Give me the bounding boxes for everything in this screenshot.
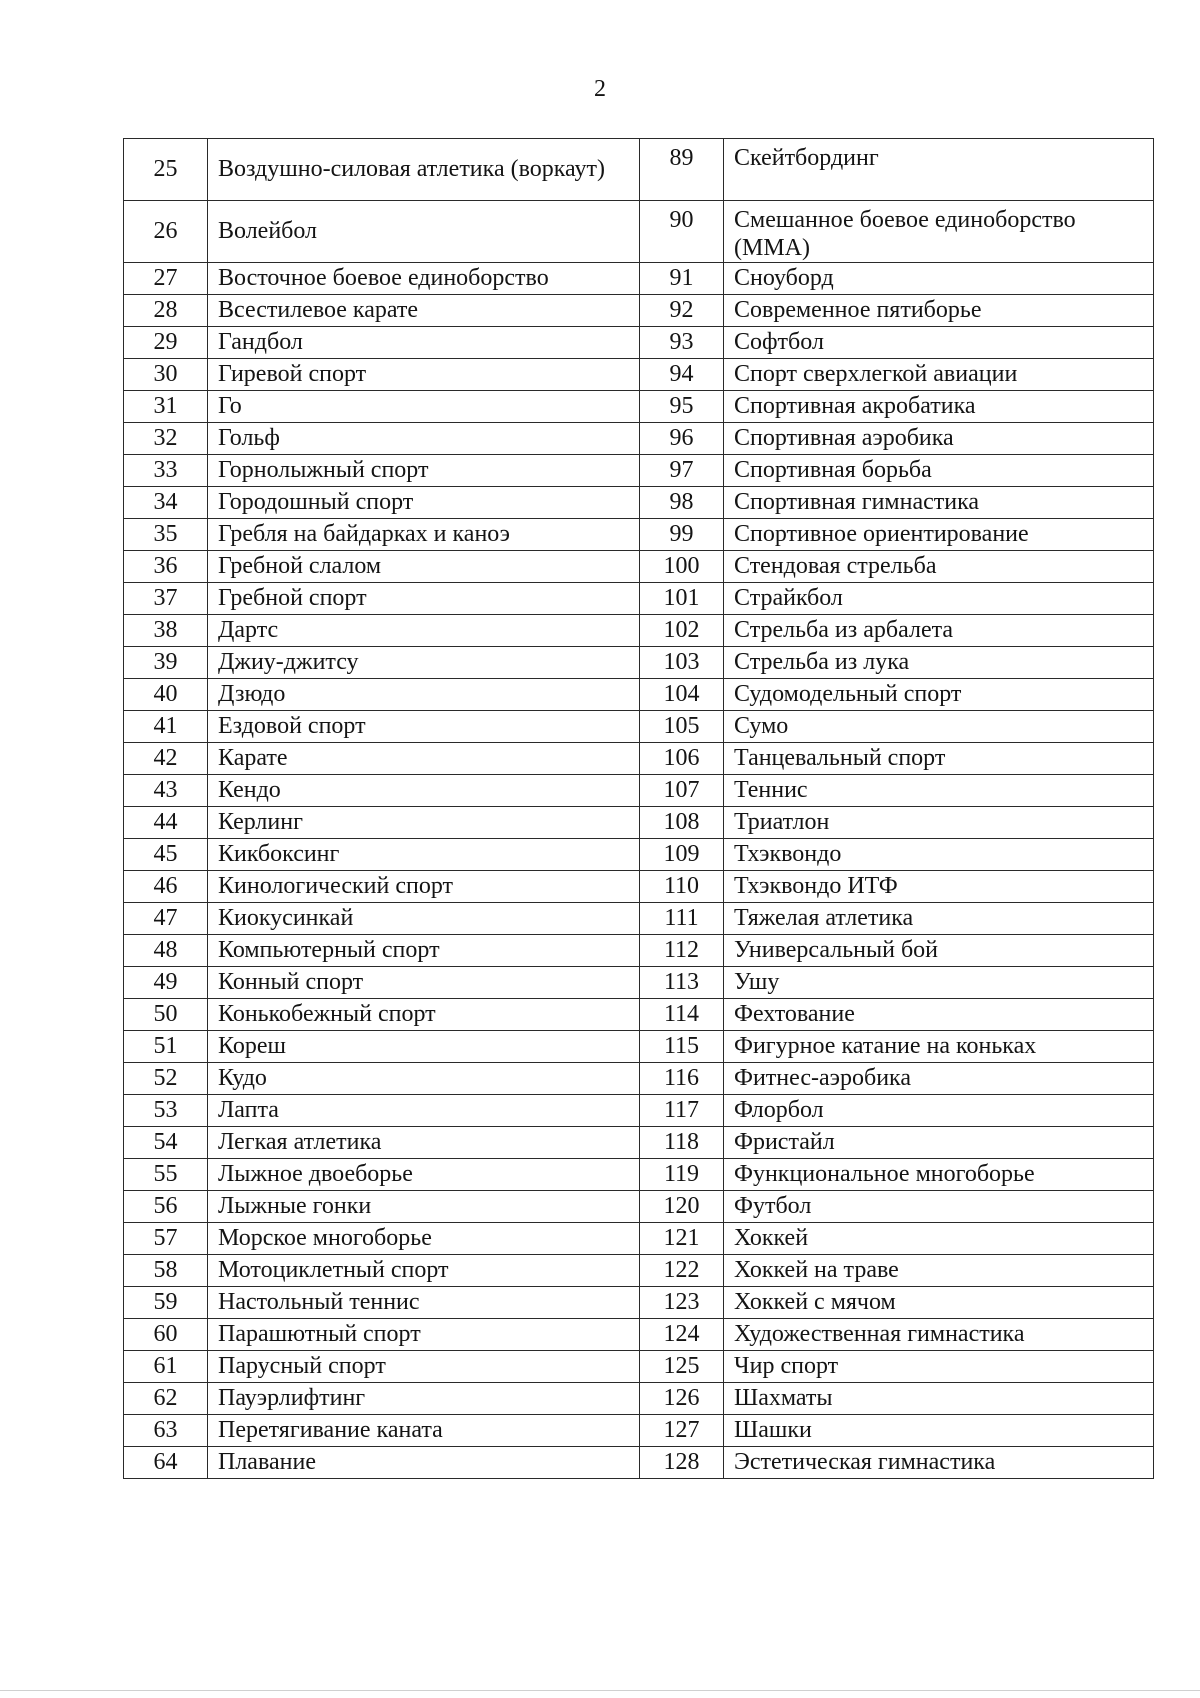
sport-number-right: 101: [640, 583, 724, 615]
sport-number-right: 124: [640, 1319, 724, 1351]
sport-name-right: Скейтбординг: [724, 139, 1154, 201]
sport-name-left: Лапта: [208, 1095, 640, 1127]
sport-number-right: 91: [640, 263, 724, 295]
sport-number-right: 113: [640, 967, 724, 999]
sport-number-right: 114: [640, 999, 724, 1031]
sport-number-right: 102: [640, 615, 724, 647]
sport-name-right: Фристайл: [724, 1127, 1154, 1159]
sport-name-right: Шашки: [724, 1415, 1154, 1447]
sport-name-right: Спортивная гимнастика: [724, 487, 1154, 519]
sport-number-left: 49: [124, 967, 208, 999]
sport-number-left: 58: [124, 1255, 208, 1287]
table-row: [124, 1063, 1154, 1095]
table-row: [124, 967, 1154, 999]
table-row: [124, 903, 1154, 935]
sport-name-left: Гандбол: [208, 327, 640, 359]
sport-name-left: Парашютный спорт: [208, 1319, 640, 1351]
sport-name-left: Волейбол: [208, 201, 640, 263]
sport-number-left: 40: [124, 679, 208, 711]
table-row: [124, 999, 1154, 1031]
table-row: [124, 775, 1154, 807]
table-row: [124, 551, 1154, 583]
table-row: [124, 583, 1154, 615]
sport-name-left: Дзюдо: [208, 679, 640, 711]
sport-name-left: Кореш: [208, 1031, 640, 1063]
sport-number-right: 111: [640, 903, 724, 935]
sport-number-right: 96: [640, 423, 724, 455]
table-row: [124, 679, 1154, 711]
sport-number-left: 53: [124, 1095, 208, 1127]
sport-name-right: Стрельба из арбалета: [724, 615, 1154, 647]
sport-name-right: Спорт сверхлегкой авиации: [724, 359, 1154, 391]
sport-name-right: Спортивная борьба: [724, 455, 1154, 487]
sport-number-right: 92: [640, 295, 724, 327]
sport-name-left: Восточное боевое единоборство: [208, 263, 640, 295]
sport-name-left: Настольный теннис: [208, 1287, 640, 1319]
sport-name-right: Хоккей с мячом: [724, 1287, 1154, 1319]
sport-number-left: 45: [124, 839, 208, 871]
table-row: [124, 711, 1154, 743]
sport-number-left: 44: [124, 807, 208, 839]
sport-name-left: Керлинг: [208, 807, 640, 839]
sport-name-right: Стрельба из лука: [724, 647, 1154, 679]
table-row: [124, 139, 1154, 201]
sport-number-left: 32: [124, 423, 208, 455]
sport-number-right: 117: [640, 1095, 724, 1127]
sport-number-right: 107: [640, 775, 724, 807]
sport-number-right: 94: [640, 359, 724, 391]
sport-number-right: 106: [640, 743, 724, 775]
sport-name-right: Хоккей на траве: [724, 1255, 1154, 1287]
sport-name-right: Универсальный бой: [724, 935, 1154, 967]
table-row: [124, 839, 1154, 871]
sport-name-left: Морское многоборье: [208, 1223, 640, 1255]
sport-name-right: Художественная гимнастика: [724, 1319, 1154, 1351]
sport-name-right: Сноуборд: [724, 263, 1154, 295]
sport-number-left: 31: [124, 391, 208, 423]
sport-number-right: 108: [640, 807, 724, 839]
table-row: [124, 263, 1154, 295]
sport-number-right: 118: [640, 1127, 724, 1159]
table-row: [124, 455, 1154, 487]
sport-name-left: Киокусинкай: [208, 903, 640, 935]
table-row: [124, 1031, 1154, 1063]
sport-number-left: 26: [124, 201, 208, 263]
table-row: [124, 487, 1154, 519]
table-row: [124, 519, 1154, 551]
sport-name-right: Танцевальный спорт: [724, 743, 1154, 775]
sport-name-left: Дартс: [208, 615, 640, 647]
sport-number-left: 36: [124, 551, 208, 583]
sport-name-left: Перетягивание каната: [208, 1415, 640, 1447]
sport-number-left: 57: [124, 1223, 208, 1255]
sport-number-left: 29: [124, 327, 208, 359]
sport-name-left: Гребной спорт: [208, 583, 640, 615]
sport-number-left: 25: [124, 139, 208, 201]
sport-name-right: Чир спорт: [724, 1351, 1154, 1383]
sport-name-left: Гребля на байдарках и каноэ: [208, 519, 640, 551]
sport-number-left: 42: [124, 743, 208, 775]
sport-name-right: Смешанное боевое единоборство (ММА): [724, 201, 1154, 263]
sports-table-body: [124, 139, 1154, 1479]
sport-number-left: 43: [124, 775, 208, 807]
sport-name-left: Кикбоксинг: [208, 839, 640, 871]
sport-number-left: 47: [124, 903, 208, 935]
sport-number-left: 59: [124, 1287, 208, 1319]
sport-name-right: Спортивное ориентирование: [724, 519, 1154, 551]
table-row: [124, 423, 1154, 455]
page-number: 2: [594, 76, 606, 102]
sport-name-right: Фехтование: [724, 999, 1154, 1031]
sport-name-right: Ушу: [724, 967, 1154, 999]
sport-number-left: 62: [124, 1383, 208, 1415]
sport-name-right: Тхэквондо: [724, 839, 1154, 871]
table-row: [124, 615, 1154, 647]
sport-name-left: Мотоциклетный спорт: [208, 1255, 640, 1287]
sport-name-left: Пауэрлифтинг: [208, 1383, 640, 1415]
sport-name-left: Гиревой спорт: [208, 359, 640, 391]
table-row: [124, 1383, 1154, 1415]
sport-name-right: Стендовая стрельба: [724, 551, 1154, 583]
sport-number-right: 99: [640, 519, 724, 551]
sport-number-left: 30: [124, 359, 208, 391]
sport-name-right: Теннис: [724, 775, 1154, 807]
sport-number-left: 64: [124, 1447, 208, 1479]
sport-name-left: Кинологический спорт: [208, 871, 640, 903]
sport-name-left: Кудо: [208, 1063, 640, 1095]
sport-name-left: Конькобежный спорт: [208, 999, 640, 1031]
sport-name-right: Спортивная аэробика: [724, 423, 1154, 455]
table-row: [124, 647, 1154, 679]
sport-number-left: 54: [124, 1127, 208, 1159]
table-row: [124, 327, 1154, 359]
sport-number-left: 60: [124, 1319, 208, 1351]
sport-number-left: 50: [124, 999, 208, 1031]
sports-table: [123, 138, 1154, 1479]
sport-number-left: 51: [124, 1031, 208, 1063]
table-row: [124, 935, 1154, 967]
sport-number-right: 119: [640, 1159, 724, 1191]
sport-name-right: Современное пятиборье: [724, 295, 1154, 327]
sport-name-left: Гольф: [208, 423, 640, 455]
sport-number-left: 34: [124, 487, 208, 519]
sport-number-left: 37: [124, 583, 208, 615]
sport-name-left: Компьютерный спорт: [208, 935, 640, 967]
sport-name-left: Воздушно-силовая атлетика (воркаут): [208, 139, 640, 201]
table-row: [124, 1415, 1154, 1447]
sport-name-right: Флорбол: [724, 1095, 1154, 1127]
sport-number-right: 122: [640, 1255, 724, 1287]
sport-name-right: Судомодельный спорт: [724, 679, 1154, 711]
sport-name-left: Джиу-джитсу: [208, 647, 640, 679]
table-row: [124, 743, 1154, 775]
sport-number-right: 110: [640, 871, 724, 903]
table-row: [124, 359, 1154, 391]
sport-number-right: 89: [640, 139, 724, 201]
sport-number-left: 27: [124, 263, 208, 295]
sport-name-left: Карате: [208, 743, 640, 775]
sport-number-right: 97: [640, 455, 724, 487]
sport-number-right: 126: [640, 1383, 724, 1415]
sport-name-right: Фитнес-аэробика: [724, 1063, 1154, 1095]
sport-number-right: 105: [640, 711, 724, 743]
sport-name-right: Шахматы: [724, 1383, 1154, 1415]
sport-number-right: 128: [640, 1447, 724, 1479]
sport-number-right: 90: [640, 201, 724, 263]
sport-number-left: 33: [124, 455, 208, 487]
sport-number-right: 104: [640, 679, 724, 711]
sport-name-right: Сумо: [724, 711, 1154, 743]
sport-number-right: 98: [640, 487, 724, 519]
table-row: [124, 295, 1154, 327]
sport-number-right: 115: [640, 1031, 724, 1063]
sport-number-right: 103: [640, 647, 724, 679]
sport-name-right: Тяжелая атлетика: [724, 903, 1154, 935]
table-row: [124, 1223, 1154, 1255]
sport-name-right: Фигурное катание на коньках: [724, 1031, 1154, 1063]
sport-number-right: 95: [640, 391, 724, 423]
sport-number-left: 28: [124, 295, 208, 327]
table-row: [124, 1319, 1154, 1351]
sport-number-right: 120: [640, 1191, 724, 1223]
table-row: [124, 1127, 1154, 1159]
sport-number-right: 116: [640, 1063, 724, 1095]
sport-name-left: Кендо: [208, 775, 640, 807]
table-row: [124, 871, 1154, 903]
sport-number-left: 56: [124, 1191, 208, 1223]
sport-name-right: Тхэквондо ИТФ: [724, 871, 1154, 903]
table-row: [124, 1255, 1154, 1287]
sport-number-right: 121: [640, 1223, 724, 1255]
table-row: [124, 807, 1154, 839]
sport-name-left: Легкая атлетика: [208, 1127, 640, 1159]
table-row: [124, 1287, 1154, 1319]
sport-name-right: Спортивная акробатика: [724, 391, 1154, 423]
sport-name-right: Эстетическая гимнастика: [724, 1447, 1154, 1479]
sport-name-right: Софтбол: [724, 327, 1154, 359]
sport-number-right: 125: [640, 1351, 724, 1383]
sport-name-left: Лыжное двоеборье: [208, 1159, 640, 1191]
sport-name-left: Конный спорт: [208, 967, 640, 999]
table-row: [124, 391, 1154, 423]
sport-number-left: 61: [124, 1351, 208, 1383]
sport-name-right: Футбол: [724, 1191, 1154, 1223]
sport-number-right: 93: [640, 327, 724, 359]
sport-name-right: Страйкбол: [724, 583, 1154, 615]
table-row: [124, 1447, 1154, 1479]
table-row: [124, 1191, 1154, 1223]
sport-name-left: Гребной слалом: [208, 551, 640, 583]
sport-number-left: 46: [124, 871, 208, 903]
sport-number-right: 123: [640, 1287, 724, 1319]
sport-number-right: 100: [640, 551, 724, 583]
sport-number-left: 63: [124, 1415, 208, 1447]
sport-number-left: 48: [124, 935, 208, 967]
sport-name-right: Функциональное многоборье: [724, 1159, 1154, 1191]
table-row: [124, 1159, 1154, 1191]
sport-name-left: Парусный спорт: [208, 1351, 640, 1383]
sport-number-left: 39: [124, 647, 208, 679]
page-edge-divider: [0, 1690, 1200, 1691]
sport-number-left: 35: [124, 519, 208, 551]
sport-number-left: 41: [124, 711, 208, 743]
table-row: [124, 201, 1154, 263]
sport-name-left: Го: [208, 391, 640, 423]
sport-name-left: Ездовой спорт: [208, 711, 640, 743]
sport-number-right: 112: [640, 935, 724, 967]
table-row: [124, 1095, 1154, 1127]
sport-number-left: 52: [124, 1063, 208, 1095]
sport-name-right: Триатлон: [724, 807, 1154, 839]
sport-name-left: Всестилевое карате: [208, 295, 640, 327]
sport-name-left: Горнолыжный спорт: [208, 455, 640, 487]
sport-number-left: 38: [124, 615, 208, 647]
sport-number-right: 109: [640, 839, 724, 871]
sport-name-left: Плавание: [208, 1447, 640, 1479]
sport-name-right: Хоккей: [724, 1223, 1154, 1255]
sport-name-left: Лыжные гонки: [208, 1191, 640, 1223]
sport-number-left: 55: [124, 1159, 208, 1191]
sport-name-left: Городошный спорт: [208, 487, 640, 519]
sport-number-right: 127: [640, 1415, 724, 1447]
table-row: [124, 1351, 1154, 1383]
